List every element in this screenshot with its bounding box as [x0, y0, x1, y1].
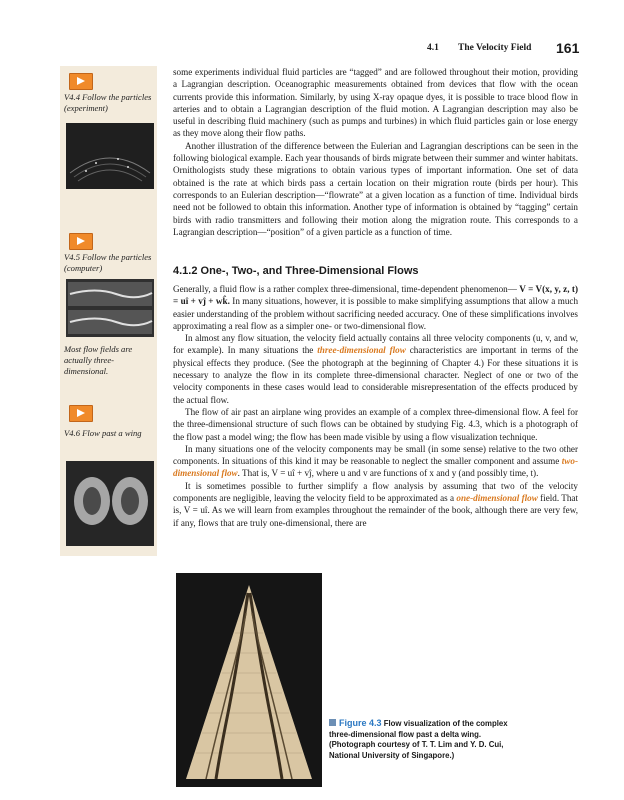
video-caption: V4.4 Follow the particles (experiment): [64, 92, 152, 113]
figure-4-3-photo: [176, 573, 322, 787]
particles-experiment-image: [66, 123, 154, 189]
flow-past-wing-image: [66, 461, 154, 546]
video-thumbnail[interactable]: [66, 123, 154, 189]
paragraph: [173, 283, 578, 332]
video-play-button[interactable]: [69, 405, 93, 422]
glossary-term[interactable]: one-dimensional flow: [456, 493, 538, 504]
body-text-top: [173, 66, 578, 238]
glossary-term[interactable]: two-dimensional flow: [173, 456, 578, 479]
margin-note: Most flow fields are actually three-dimensional.: [64, 344, 133, 376]
play-icon: [77, 237, 85, 245]
paragraph: some experiments individual fluid particles are “tagged” and are followed throughout their motion, providing a Lagrangian description. Oceanographic measurements obtained from devices that flow with the ocean currents provide this information. Similarly, by using X-ray opaque dyes, it is possible to trace blood flow in arteries and to obtain a Lagrangian description of the fluid motion. A Lagrangian description may also be useful in describing fluid machinery (such as pumps and turbines) in which fluid particles gain or lose energy as they move along their flow paths.: [173, 67, 578, 139]
section-heading: 4.1.2 One-, Two-, and Three-Dimensional Flows: [173, 265, 419, 277]
particles-computer-image: [66, 279, 154, 337]
video-thumbnail[interactable]: [66, 279, 154, 337]
running-header: [0, 40, 624, 58]
glossary-term[interactable]: three-dimensional flow: [317, 345, 406, 356]
text: . That is, V = uî + vĵ, where u and v are functions of x and y (and possibly time, t).: [237, 468, 539, 479]
play-icon: [77, 77, 85, 85]
text: Generally, a fluid flow is a rather complex three-dimensional, time-dependent phenomenon—: [173, 284, 517, 294]
section-number: 4.1: [427, 43, 439, 53]
play-icon: [77, 409, 85, 417]
video-caption: V4.6 Flow past a wing: [64, 428, 142, 438]
section-title: The Velocity Field: [458, 43, 532, 53]
video-play-button[interactable]: [69, 233, 93, 250]
paragraph: [173, 480, 578, 529]
figure-caption: [329, 718, 514, 761]
figure-marker-icon: [329, 719, 336, 726]
figure-caption-text: Flow visualization of the complex three-dimensional flow past a delta wing. (Photograph courtesy of T. T. Lim and Y. D. Cui, National University of Singapore.): [329, 719, 508, 760]
paragraph: Another illustration of the difference between the Eulerian and Lagrangian descriptions can be seen in the following biological example. Each year thousands of birds migrate between their summer and winter habitats. Ornithologists study these migrations to obtain various types of important information. One set of data obtained is the rate at which birds pass a certain location on their migration route (birds per hour). This corresponds to an Eulerian description—“flowrate” at a given location as a function of time. Individual birds need not be followed to obtain this information. Another type of information is obtained by “tagging” certain birds with radio transmitters and following their motion along the migration route. This corresponds to a Lagrangian description—“position” of a given particle as a function of time.: [173, 140, 578, 237]
page-number: 161: [556, 40, 580, 56]
paragraph: [173, 443, 578, 480]
equation: V = V(x, y, z, t) = uî + vĵ + wk̂.: [173, 284, 578, 307]
text: In almost any flow situation, the velocity field actually contains all three velocity components (u, v, and w, for example). In many situations the: [173, 333, 578, 356]
text: characteristics are important in terms of the physical effects they produce. (See the photograph at the beginning of Chapter 4.) For these situations it is necessary to analyze the flow in its complete three-dimensional character. Neglect of one or two of the velocity components in these cases would lead to considerable misrepresentation of the effects produced by the actual flow.: [173, 345, 579, 405]
paragraph: The flow of air past an airplane wing provides an example of a complex three-dimensional flow. A feel for the three-dimensional structure of such flows can be obtained by studying Fig. 4.3, which is a photograph of the flow past a model wing; the flow has been made visible by using a flow visualization technique.: [173, 406, 578, 442]
text: In many situations, however, it is possible to make simplifying assumptions that allow a much easier understanding of the problem without sacrificing needed accuracy. One of these simplifications involves approximating a real flow as a simpler one- or two-dimensional flow.: [173, 296, 579, 331]
text: field. That is, V = uî. As we will learn from examples throughout the remainder of the book, although there are very few, if any, flows that are truly one-dimensional, there are: [173, 493, 578, 528]
text: In many situations one of the velocity components may be small (in some sense) relative to the two other components. In situations of this kind it may be reasonable to neglect the smaller component and assume: [173, 443, 578, 467]
body-text-bottom: [173, 283, 578, 529]
delta-wing-image: [176, 573, 322, 787]
video-play-button[interactable]: [69, 73, 93, 90]
video-thumbnail[interactable]: [66, 461, 154, 546]
text: It is sometimes possible to further simplify a flow analysis by assuming that two of the velocity components are negligible, leaving the velocity field to be approximated as a: [173, 480, 578, 504]
paragraph: [173, 332, 578, 406]
figure-label: Figure 4.3: [339, 718, 382, 728]
video-caption: V4.5 Follow the particles (computer): [64, 252, 152, 273]
